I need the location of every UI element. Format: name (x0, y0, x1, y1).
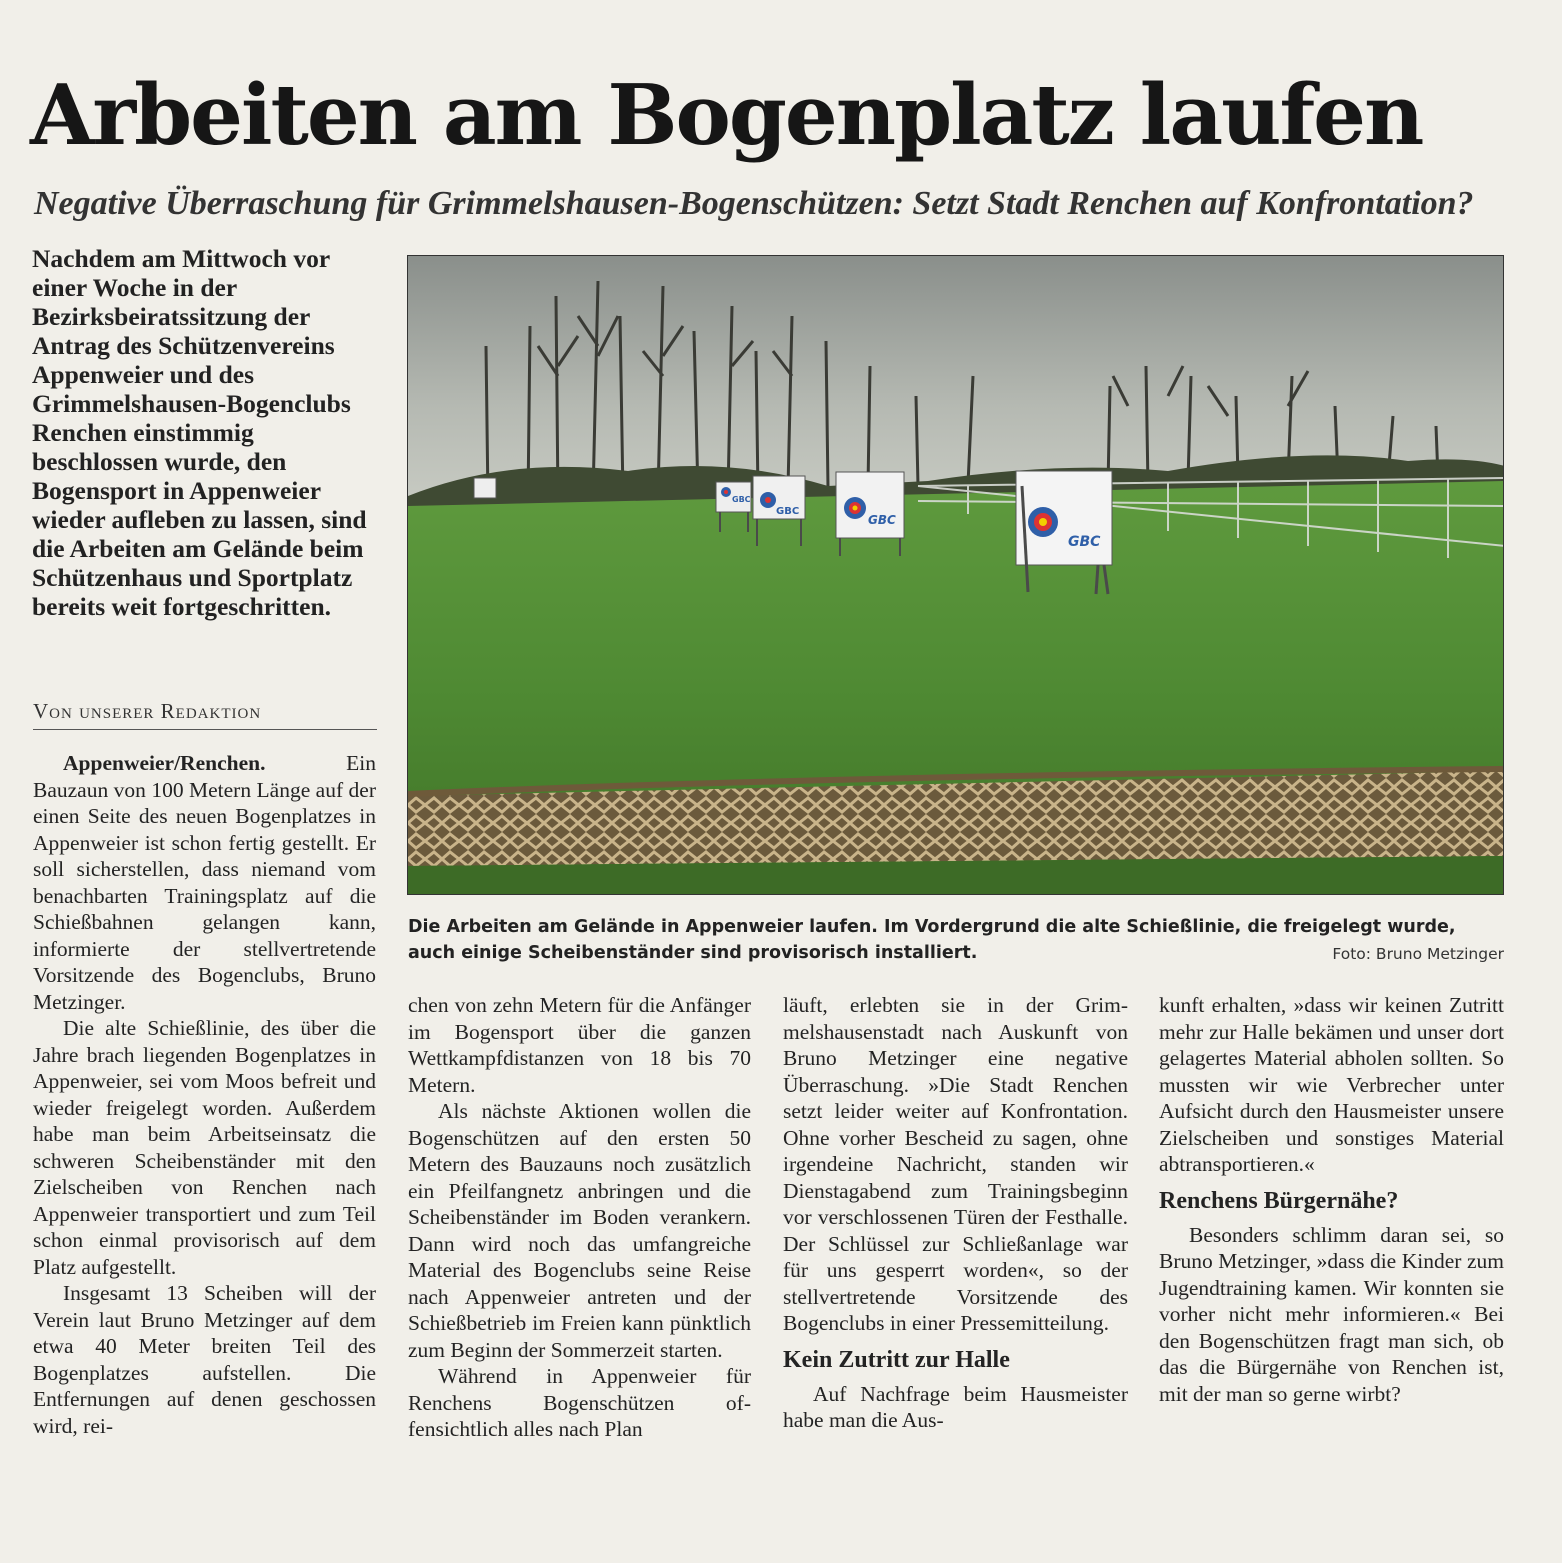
dateline: Appenweier/Renchen. (63, 751, 266, 775)
article-photo (407, 255, 1504, 895)
text-column-4 (1159, 992, 1504, 1407)
paragraph: chen von zehn Metern für die Anfänger im Bogensport über die ganzen Wettkampfdistanzen von 18 bis 70 Metern. (408, 993, 751, 1097)
section-heading: Renchens Bürgernähe? (1159, 1187, 1399, 1214)
target-label-4: GBC (1068, 534, 1101, 550)
paragraph: läuft, erlebten sie in der Grimmelshausenstadt nach Auskunft von Bruno Metzinger eine negative Überraschung. »Die Stadt Renchen setzt leider weiter auf Konfrontation. Ohne vorher Bescheid zu sagen, ohne irgendeine Nachricht, standen wir Dienstagabend zum Trainingsbeginn vor verschlossenen Türen der Festhalle. Der Schlüssel zur Schließanlage war für uns gesperrt worden«, so der stellvertretende Vorsitzende des Bogenclubs in einer Pressemitteilung. (783, 993, 1128, 1335)
lead-paragraph: Nachdem am Mittwoch vor einer Woche in der Bezirksbeiratssitzung der Antrag des Schützenvereins Appenweier und des Grimmelshausen-Bogenclubs Renchen einstimmig beschlossen wurde, den Bogensport in Appenweier wieder aufleben zu lassen, sind die Arbeiten am Gelände beim Schützenhaus und Sportplatz bereits weit fortgeschritten. (32, 244, 367, 621)
paragraph: kunft erhalten, »dass wir keinen Zutritt mehr zur Halle bekämen und unser dort gelagertes Material abholen sollten. So mussten wir wie Verbrecher unter Aufsicht durch den Hausmeister unsere Zielscheiben und sonstiges Material abtransportieren.« (1159, 993, 1504, 1176)
paragraph: Die alte Schießlinie, des über die Jahre brach liegenden Bogenplatzes in Appenweier, sei vom Moos befreit und wieder freigelegt worden. Außerdem habe man beim Arbeitseinsatz die schweren Scheibenständer mit den Zielscheiben von Renchen nach Appenweier transportiert und zum Teil schon einmal provisorisch auf dem Platz aufgestellt. (33, 1016, 376, 1279)
paragraph: Besonders schlimm daran sei, so Bruno Metzinger, »dass die Kinder zum Jugendtraining kamen. Wir konnten sie vorher nicht mehr informieren.« Bei den Bogenschützen fragt man sich, ob das die Bürgernähe von Renchen ist, mit der man so gerne wirbt? (1159, 1222, 1504, 1406)
target-label-3: GBC (868, 513, 896, 527)
archery-field-photo (408, 256, 1504, 895)
text-column-2 (408, 992, 751, 1443)
paragraph: Während in Appenweier für Renchens Bogenschützen offensichtlich alles nach Plan (408, 1364, 751, 1441)
byline-rule (33, 729, 377, 730)
byline: Von unserer Redaktion (33, 699, 262, 723)
photo-credit: Foto: Bruno Metzinger (1332, 945, 1504, 963)
paragraph: Auf Nachfrage beim Hausmeister habe man die Aus- (783, 1381, 1128, 1432)
section-heading: Kein Zutritt zur Halle (783, 1346, 1010, 1373)
text-column-1 (33, 750, 376, 1439)
text-column-3 (783, 992, 1128, 1434)
paragraph: Insgesamt 13 Scheiben will der Verein laut Bruno Metzinger auf dem etwa 40 Meter breiten Teil des Bogenplatzes aufstellen. Die Entfernungen auf denen geschossen wird, rei- (33, 1281, 376, 1438)
subheadline: Negative Überraschung für Grimmelshausen-Bogenschützen: Setzt Stadt Renchen auf Konfrontation? (34, 185, 1474, 222)
headline: Arbeiten am Bogenplatz laufen (30, 66, 1423, 164)
paragraph: Als nächste Aktionen wollen die Bogenschützen auf den ersten 50 Metern des Bauzauns noch zusätzlich ein Pfeilfangnetz anbringen und die Scheibenständer im Boden verankern. Dann wird noch das umfangreiche Material des Bogenclubs seine Reise nach Appenweier antreten und der Schießbetrieb im Freien kann pünktlich zum Beginn der Sommerzeit starten. (408, 1099, 751, 1362)
photo-caption: Die Arbeiten am Gelände in Appenweier laufen. Im Vordergrund die alte Schießlinie, die freigelegt wurde, auch einige Scheibenständer sind provisorisch installiert. (408, 917, 1456, 963)
target-label-2: GBC (776, 506, 800, 517)
target-label-1: GBC (732, 495, 751, 504)
paragraph: Ein Bauzaun von 100 Metern Länge auf der einen Seite des neuen Bogenplatzes in Appenweier ist schon fertig gestellt. Er soll sicherstellen, dass niemand vom benachbarten Trainingsplatz auf die Schießbahnen gelangen kann, informierte der stellvertretende Vorsitzende des Bogenclubs, Bruno Metzinger. (33, 751, 376, 1014)
